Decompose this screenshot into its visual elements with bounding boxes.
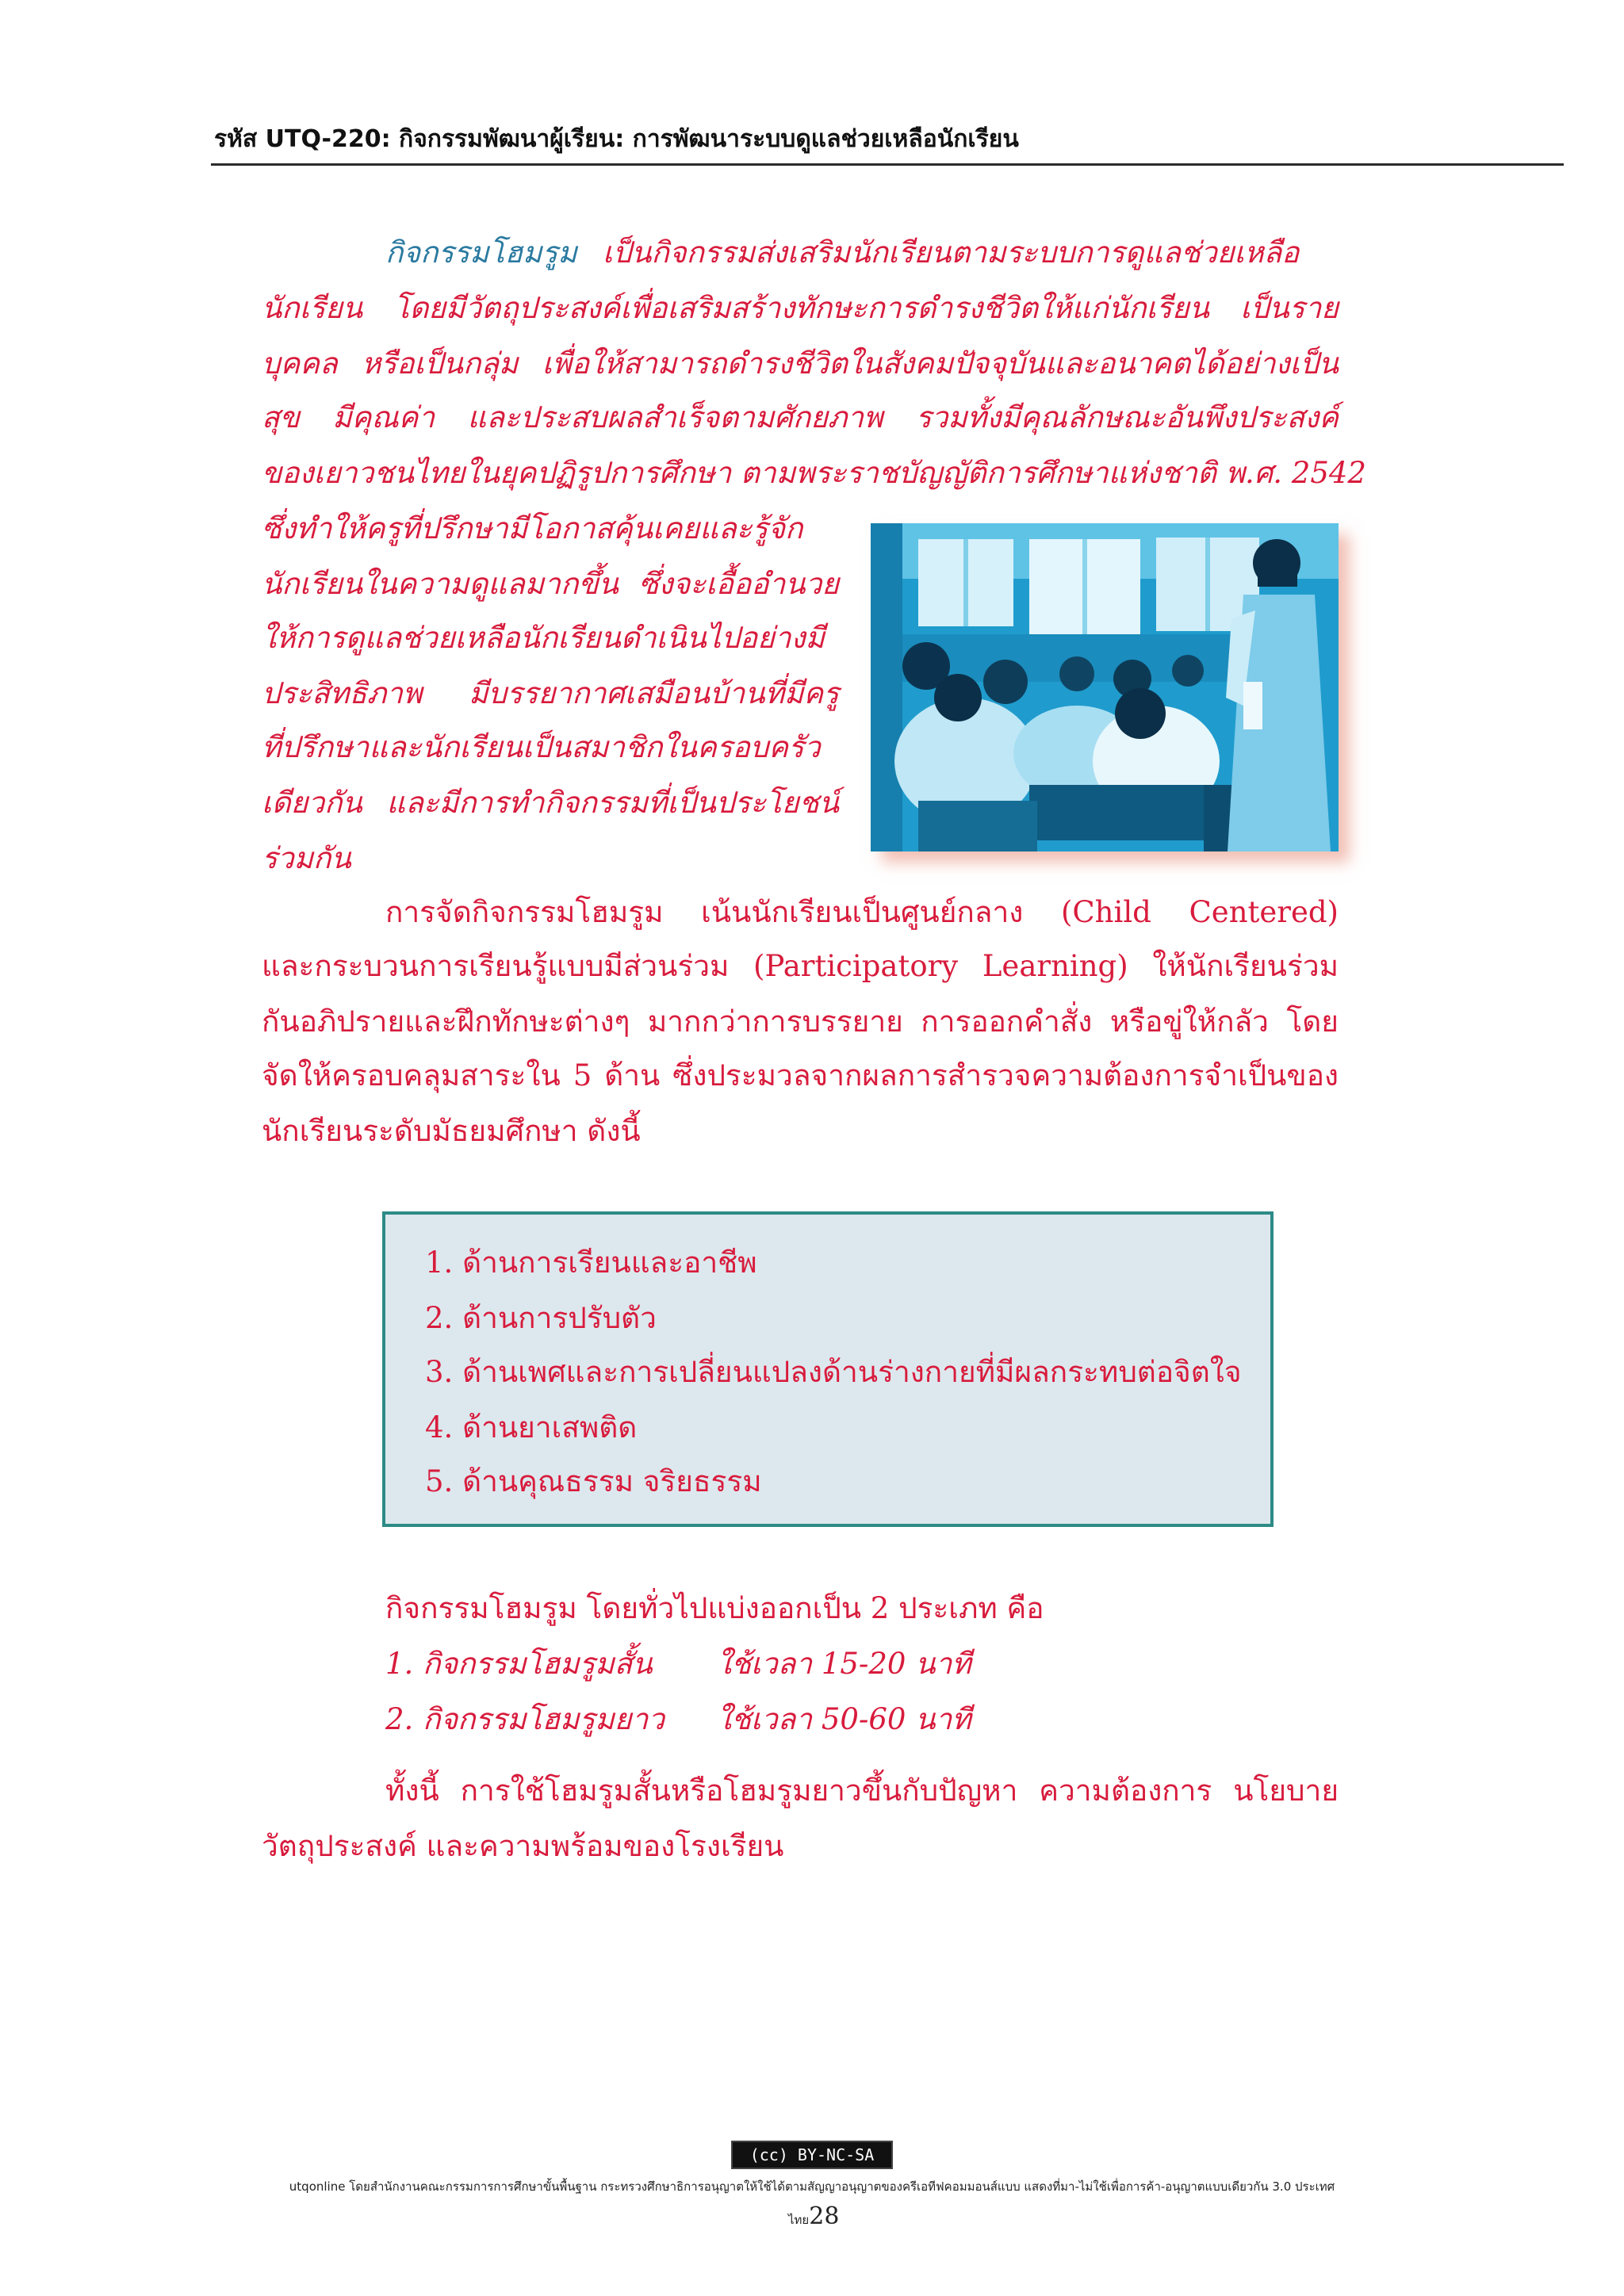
intro-line: บุคคล หรือเป็นกลุ่ม เพื่อให้สามารถดำรงชีวิตในสังคมปัจจุบันและอนาคตได้อย่างเป็น — [262, 346, 1339, 381]
page-number-value: 28 — [809, 2202, 840, 2230]
intro-line: นักเรียนในความดูแลมากขึ้น ซึ่งจะเอื้ออำนวย — [262, 567, 839, 601]
intro-line: สุข มีคุณค่า และประสบผลสำเร็จตามศักยภาพ รวมทั้งมีคุณลักษณะอันพึงประสงค์ — [262, 400, 1339, 434]
header-divider — [211, 163, 1564, 166]
type-name: 1. กิจกรรมโฮมรูมสั้น — [385, 1647, 653, 1681]
topic-item: 5. ด้านคุณธรรม จริยธรรม — [425, 1464, 762, 1498]
topic-item: 4. ด้านยาเสพติด — [425, 1410, 638, 1445]
intro-line: ที่ปรึกษาและนักเรียนเป็นสมาชิกในครอบครัว — [262, 730, 821, 764]
intro-line: ซึ่งทำให้ครูที่ปรึกษามีโอกาสคุ้นเคยและรู้จัก — [262, 511, 803, 545]
type-duration: ใช้เวลา 15-20 นาที — [717, 1647, 971, 1681]
intro-line: ให้การดูแลช่วยเหลือนักเรียนดำเนินไปอย่างมี — [262, 621, 825, 655]
classroom-photo — [871, 523, 1339, 851]
page-number — [788, 2202, 839, 2230]
intro-line: ประสิทธิภาพ มีบรรยากาศเสมือนบ้านที่มีครู — [262, 676, 839, 710]
intro-line: ของเยาวชนไทยในยุคปฏิรูปการศึกษา ตามพระราชบัญญัติการศึกษาแห่งชาติ พ.ศ. 2542 — [262, 456, 1366, 490]
intro-line: เดียวกัน และมีการทำกิจกรรมที่เป็นประโยชน์ — [262, 786, 839, 820]
closing-line: วัตถุประสงค์ และความพร้อมของโรงเรียน — [262, 1829, 784, 1863]
approach-line: กันอภิปรายและฝึกทักษะต่างๆ มากกว่าการบรรยาย การออกคำสั่ง หรือขู่ให้กลัว โดย — [262, 1004, 1339, 1039]
closing-line: ทั้งนี้ การใช้โฮมรูมสั้นหรือโฮมรูมยาวขึ้นกับปัญหา ความต้องการ นโยบาย — [385, 1774, 1339, 1808]
intro-line: ร่วมกัน — [262, 841, 351, 875]
intro-line: นักเรียน โดยมีวัตถุประสงค์เพื่อเสริมสร้างทักษะการดำรงชีวิตให้แก่นักเรียน เป็นราย — [262, 291, 1339, 325]
topic-item: 1. ด้านการเรียนและอาชีพ — [425, 1246, 757, 1280]
types-intro: กิจกรรมโฮมรูม โดยทั่วไปแบ่งออกเป็น 2 ประเภท คือ — [385, 1591, 1044, 1625]
topic-item: 3. ด้านเพศและการเปลี่ยนแปลงด้านร่างกายที่มีผลกระทบต่อจิตใจ — [425, 1355, 1242, 1389]
cc-license-badge[interactable]: (cc) BY-NC-SA — [731, 2141, 893, 2169]
intro-lead-term — [385, 235, 577, 270]
intro-line: เป็นกิจกรรมส่งเสริมนักเรียนตามระบบการดูแลช่วยเหลือ — [603, 235, 1300, 270]
approach-line — [385, 897, 1339, 927]
type-name: 2. กิจกรรมโฮมรูมยาว — [385, 1702, 665, 1736]
page-header: รหัส UTQ-220: กิจกรรมพัฒนาผู้เรียน: การพัฒนาระบบดูแลช่วยเหลือนักเรียน — [214, 125, 1019, 153]
approach-line: จัดให้ครอบคลุมสาระใน 5 ด้าน ซึ่งประมวลจากผลการสำรวจความต้องการจำเป็นของ — [262, 1058, 1339, 1093]
type-duration: ใช้เวลา 50-60 นาที — [717, 1702, 971, 1736]
topic-item: 2. ด้านการปรับตัว — [425, 1301, 657, 1335]
intro-lead-term-text: กิจกรรมโฮมรูม — [385, 235, 577, 270]
approach-line-text: การจัดกิจกรรมโฮมรูม เน้นนักเรียนเป็นศูนย์กลาง (Child Centered) — [385, 895, 1339, 929]
page-number-prefix: ไทย — [788, 2213, 810, 2227]
license-statement: utqonline โดยสำนักงานคณะกรรมการการศึกษาขั้นพื้นฐาน กระทรวงศึกษาธิการอนุญาตให้ใช้ได้ตามสัญญาอนุญาตของครีเอทีฟคอมมอนส์แบบ แสดงที่มา-ไม่ใช้เพื่อการค้า-อนุญาตแบบเดียวกัน 3.0 ประเทศ — [289, 2179, 1335, 2194]
approach-line: และกระบวนการเรียนรู้แบบมีส่วนร่วม (Participatory Learning) ให้นักเรียนร่วม — [262, 949, 1339, 983]
approach-line: นักเรียนระดับมัธยมศึกษา ดังนี้ — [262, 1114, 641, 1148]
